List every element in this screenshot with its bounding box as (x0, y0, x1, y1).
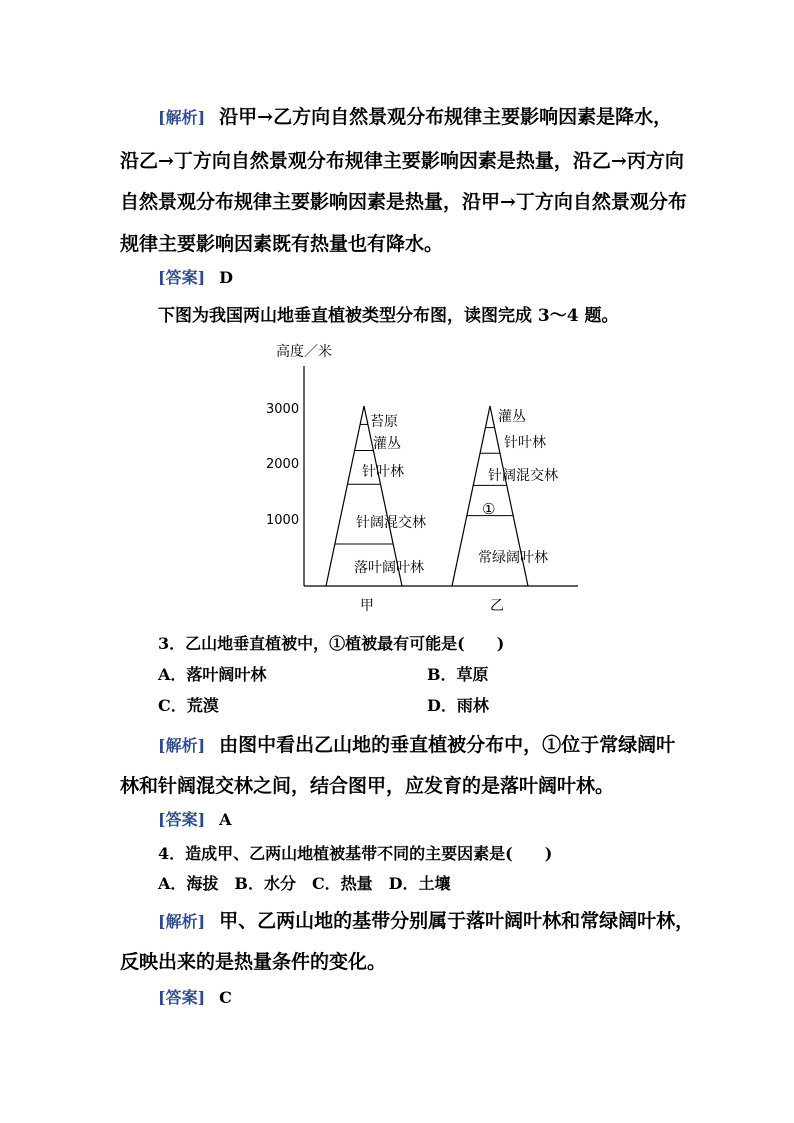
question-4-options: A．海拔 B．水分 C．热量 D．土壤 (158, 874, 451, 893)
answer-tag: [答案] (158, 810, 206, 829)
question-3-option-c: C．荒漠 (158, 696, 219, 715)
yi-zone-unknown: ① (482, 500, 496, 518)
answer-1: [答案] D (158, 268, 234, 287)
y-tick-1000: 1000 (266, 513, 300, 528)
jia-zone-mixed: 针阔混交林 (356, 515, 426, 531)
y-axis-label: 高度／米 (276, 344, 332, 360)
explanation-4-line-2: 反映出来的是热量条件的变化。 (120, 951, 387, 973)
question-3-option-a: A．落叶阔叶林 (158, 665, 267, 684)
question-3-stem: 3．乙山地垂直植被中，①植被最有可能是( ) (158, 634, 505, 653)
jia-zone-deciduous: 落叶阔叶林 (354, 560, 424, 576)
yi-zone-mixed: 针阔混交林 (488, 468, 558, 484)
mountain-jia (326, 406, 426, 614)
analysis-tag: [解析] (158, 108, 206, 127)
y-tick-3000: 3000 (266, 402, 300, 417)
explanation-1-line-4: 规律主要影响因素既有热量也有降水。 (120, 233, 444, 255)
vegetation-diagram (260, 338, 590, 618)
yi-zone-evergreen: 常绿阔叶林 (478, 550, 548, 566)
explanation-1-line-3: 自然景观分布规律主要影响因素是热量，沿甲→丁方向自然景观分布 (120, 191, 687, 213)
answer-3: [答案] A (158, 810, 232, 829)
jia-zone-coniferous: 针叶林 (362, 464, 404, 480)
analysis-tag: [解析] (158, 912, 206, 931)
explanation-3-line-2: 林和针阔混交林之间，结合图甲，应发育的是落叶阔叶林。 (120, 775, 615, 797)
jia-label: 甲 (360, 598, 374, 614)
jia-zone-tundra: 苔原 (370, 414, 398, 430)
explanation-1-line-1: [解析] 沿甲→乙方向自然景观分布规律主要影响因素是降水， (158, 106, 673, 128)
yi-zone-shrub: 灌丛 (498, 409, 526, 425)
answer-tag: [答案] (158, 268, 206, 287)
mountain-yi (452, 406, 558, 614)
analysis-tag: [解析] (158, 736, 206, 755)
question-4-stem: 4．造成甲、乙两山地植被基带不同的主要因素是( ) (158, 844, 553, 863)
question-3-option-d: D．雨林 (427, 696, 489, 715)
explanation-1-line-2: 沿乙→丁方向自然景观分布规律主要影响因素是热量，沿乙→丙方向 (120, 150, 684, 172)
answer-4: [答案] C (158, 988, 232, 1007)
yi-zone-coniferous: 针叶林 (504, 435, 546, 451)
yi-label: 乙 (490, 598, 504, 614)
y-tick-2000: 2000 (266, 457, 300, 472)
jia-zone-shrub: 灌丛 (373, 436, 401, 452)
explanation-4-line-1: [解析] 甲、乙两山地的基带分别属于落叶阔叶林和常绿阔叶林， (158, 910, 695, 932)
question-intro: 下图为我国两山地垂直植被类型分布图，读图完成 3～4 题。 (158, 306, 619, 326)
explanation-3-line-1: [解析] 由图中看出乙山地的垂直植被分布中，①位于常绿阔叶 (158, 734, 676, 756)
question-3-option-b: B．草原 (427, 665, 489, 684)
answer-tag: [答案] (158, 988, 206, 1007)
